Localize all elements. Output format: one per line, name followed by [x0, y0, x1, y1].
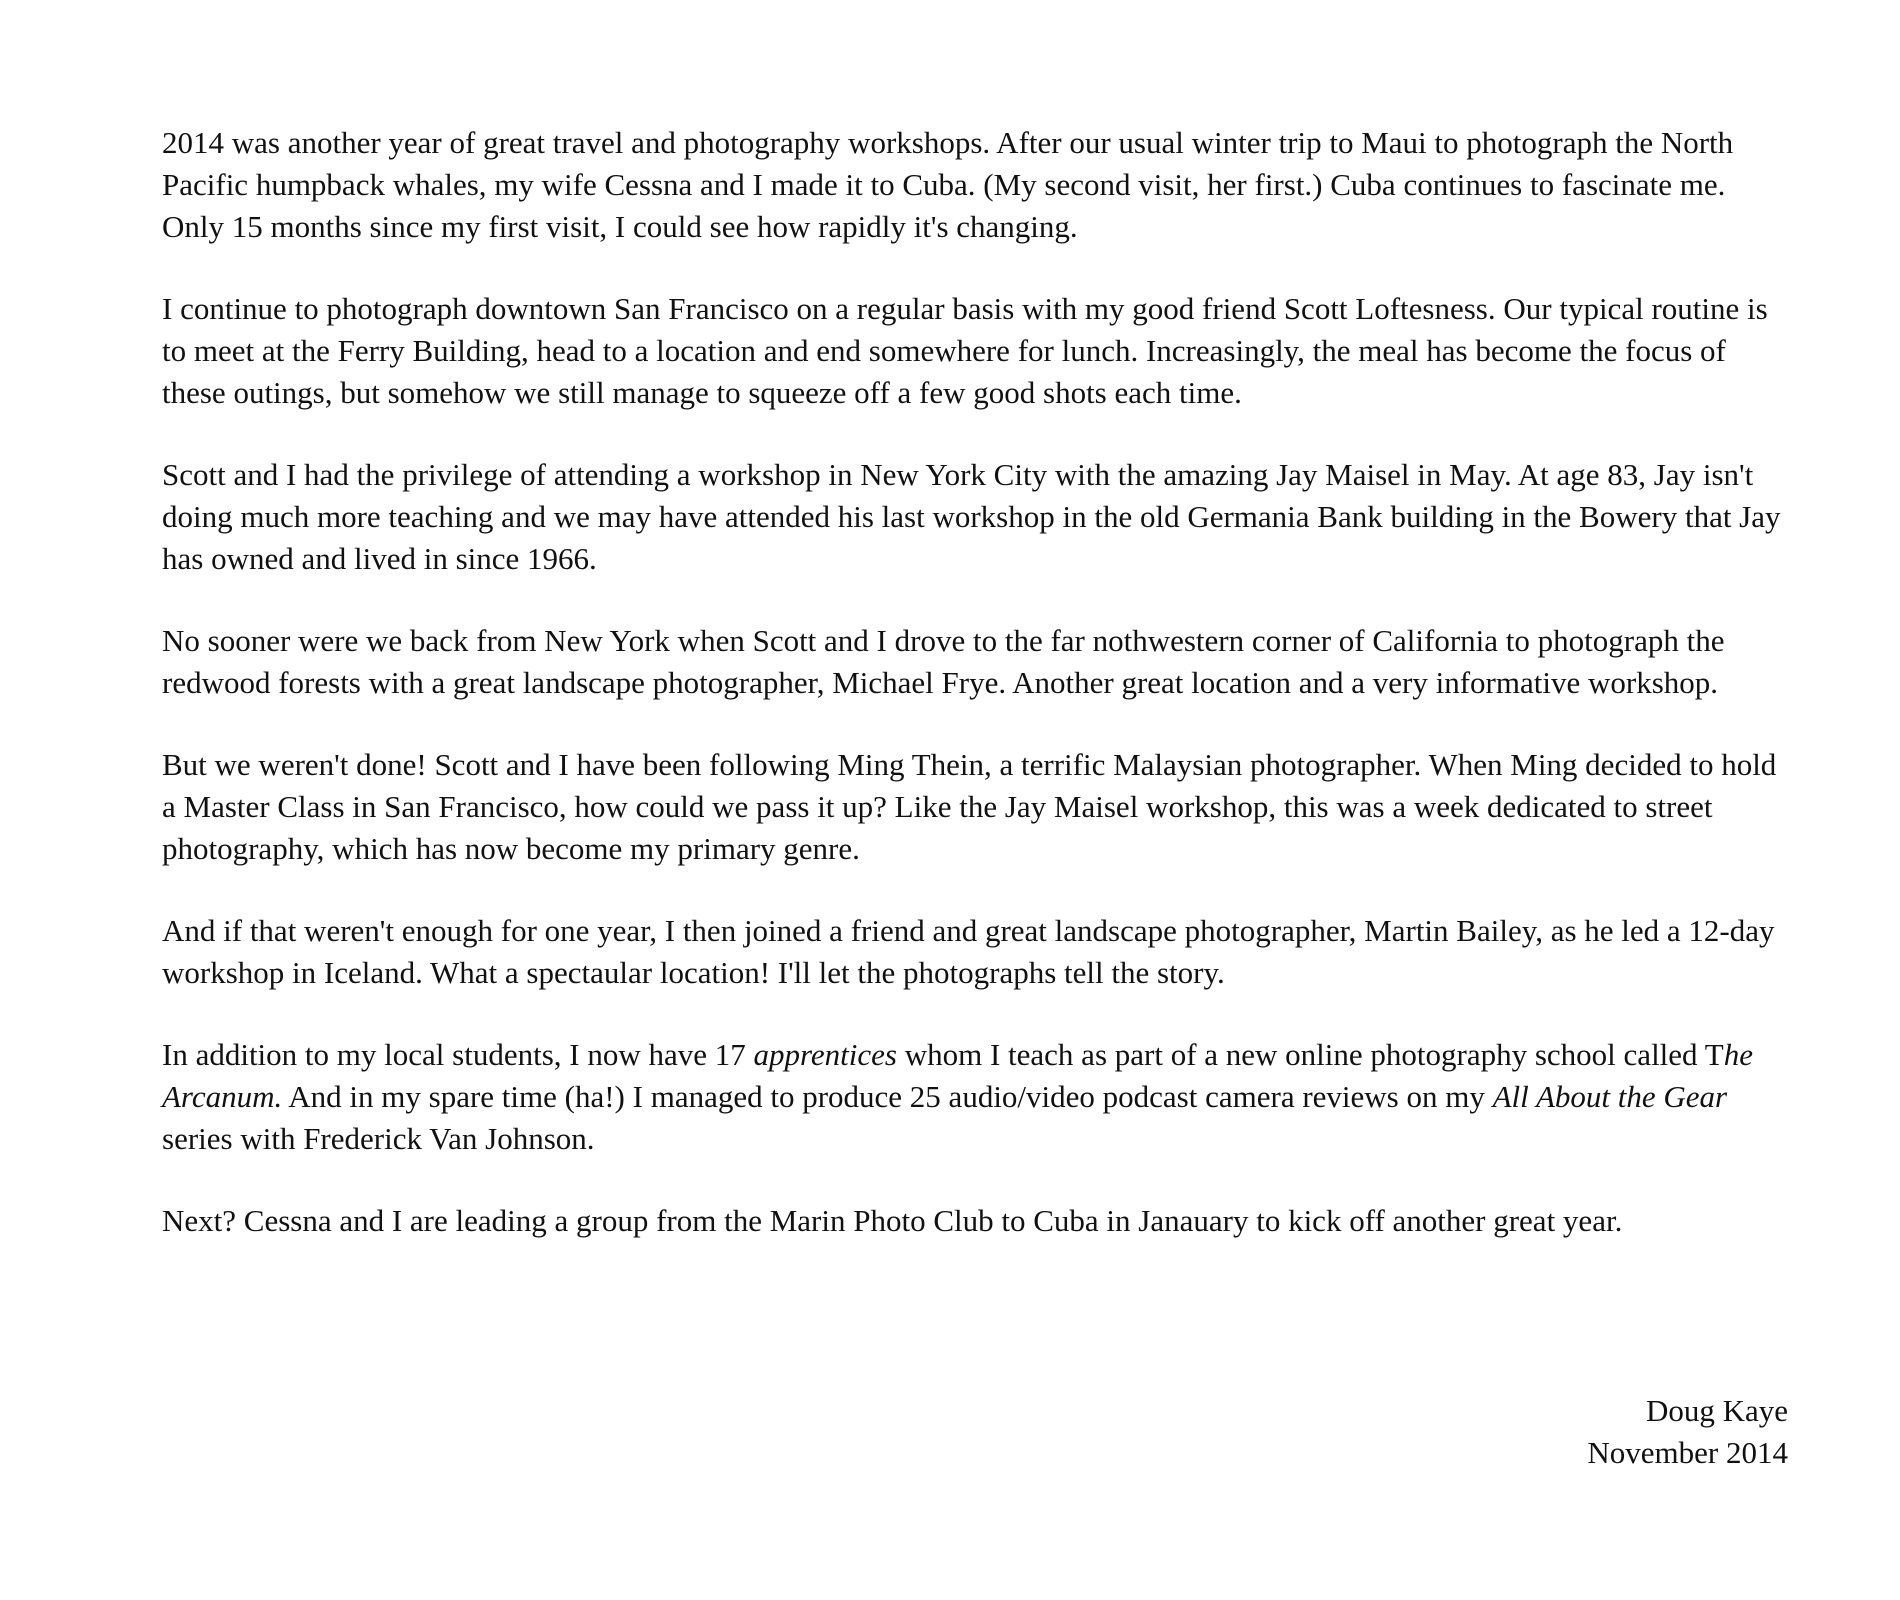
gear-series-italic: All About the Gear: [1492, 1079, 1728, 1114]
paragraph-san-francisco: I continue to photograph downtown San Francisco on a regular basis with my good friend Scott Loftesness. Our typical routine is to meet at the Ferry Building, head to a location and end somewhere for lunch. Increasingly, the meal has become the focus of these outings, but somehow we still manage to squeeze off a few good shots each time.: [162, 291, 1768, 410]
teaching-text-3: And in my spare time (ha!) I managed to produce 25 audio/video podcast camera reviews on my: [282, 1079, 1493, 1114]
teaching-text-4: series with Frederick Van Johnson.: [162, 1121, 595, 1156]
paragraph-ming-thein: But we weren't done! Scott and I have been following Ming Thein, a terrific Malaysian photographer. When Ming decided to hold a Master Class in San Francisco, how could we pass it up? Like the Jay Maisel workshop, this was a week dedicated to street photography, which has now become my primary genre.: [162, 747, 1777, 866]
paragraph-teaching: [162, 1034, 1792, 1160]
signature-block: [1587, 1390, 1788, 1474]
paragraph-redwoods: No sooner were we back from New York when Scott and I drove to the far nothwestern corner of California to photograph the redwood forests with a great landscape photographer, Michael Frye. Another great location and a very informative workshop.: [162, 623, 1725, 700]
paragraph-next: Next? Cessna and I are leading a group from the Marin Photo Club to Cuba in Janauary to kick off another great year.: [162, 1203, 1623, 1238]
signature-date: November 2014: [1587, 1435, 1788, 1470]
teaching-text-1: In addition to my local students, I now have 17: [162, 1037, 754, 1072]
apprentices-italic: apprentices: [753, 1037, 897, 1072]
signature-name: Doug Kaye: [1645, 1393, 1788, 1428]
paragraph-jay-maisel: Scott and I had the privilege of attending a workshop in New York City with the amazing Jay Maisel in May. At age 83, Jay isn't doing much more teaching and we may have attended his last workshop in the old Germania Bank building in the Bowery that Jay has owned and lived in since 1966.: [162, 457, 1781, 576]
paragraph-iceland: And if that weren't enough for one year, I then joined a friend and great landscape photographer, Martin Bailey, as he led a 12-day workshop in Iceland. What a spectaular location! I'll let the photographs tell the story.: [162, 913, 1775, 990]
teaching-text-2: whom I teach as part of a new online photography school called T: [896, 1037, 1724, 1072]
letter-body: [162, 122, 1792, 1282]
arcanum-italic: he Arcanum.: [162, 1037, 1753, 1114]
paragraph-travel: 2014 was another year of great travel and photography workshops. After our usual winter trip to Maui to photograph the North Pacific humpback whales, my wife Cessna and I made it to Cuba. (My second visit, her first.) Cuba continues to fascinate me. Only 15 months since my first visit, I could see how rapidly it's changing.: [162, 125, 1734, 244]
